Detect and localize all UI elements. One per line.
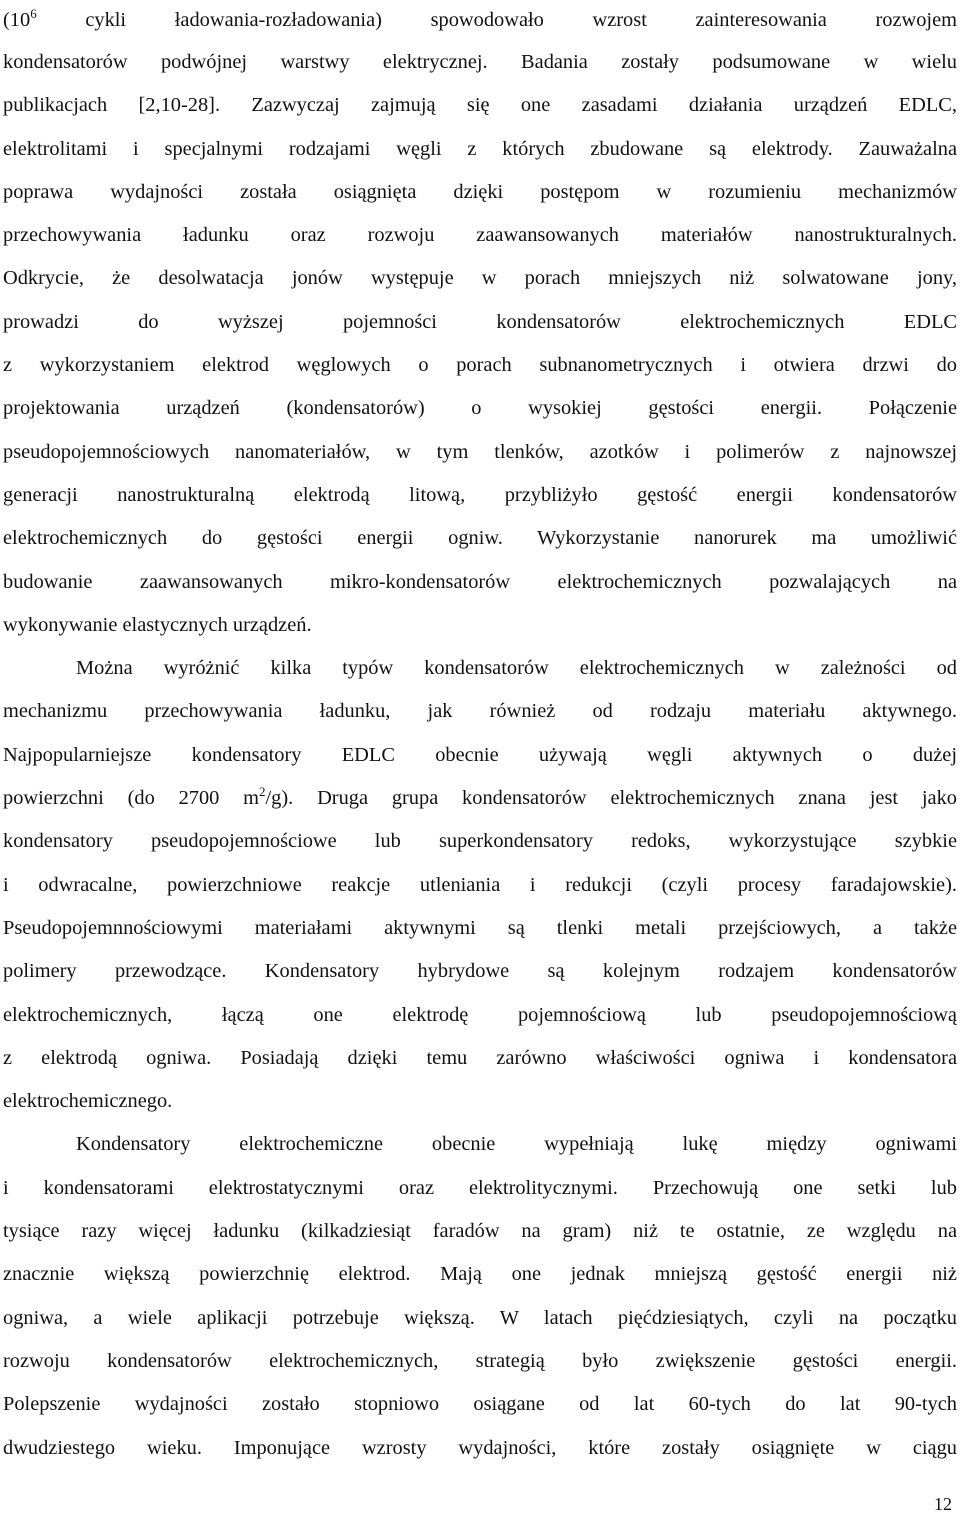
text-line (3, 777, 957, 820)
text-line: Można wyróżnić kilka typów kondensatorów elektrochemicznych w zależności od (76, 657, 957, 680)
text-line: polimery przewodzące. Kondensatory hybrydowe są kolejnym rodzajem kondensatorów (3, 960, 957, 983)
text-line: pseudopojemnościowych nanomateriałów, w tym tlenków, azotków i polimerów z najnowszej (3, 440, 957, 463)
text-line: generacji nanostrukturalną elektrodą litową, przybliżyło gęstość energii kondensatorów (3, 483, 957, 506)
text-line: i odwracalne, powierzchniowe reakcje utleniania i redukcji (czyli procesy faradajowskie). (3, 873, 957, 896)
text-line: elektrochemicznego. (3, 1090, 173, 1113)
text-fragment: powierzchni (do 2700 m (3, 787, 260, 810)
text-line: wykonywanie elastycznych urządzeń. (3, 613, 312, 636)
text-line: rozwoju kondensatorów elektrochemicznych, strategią było zwiększenie gęstości energii. (3, 1349, 957, 1372)
text-line (3, 0, 957, 41)
text-line: elektrochemicznych do gęstości energii ogniw. Wykorzystanie nanorurek ma umożliwić (3, 527, 957, 550)
text-line: przechowywania ładunku oraz rozwoju zaawansowanych materiałów nanostrukturalnych. (3, 224, 957, 247)
text-line: Najpopularniejsze kondensatory EDLC obecnie używają węgli aktywnych o dużej (3, 743, 957, 766)
text-line: Odkrycie, że desolwatacja jonów występuje w porach mniejszych niż solwatowane jony, (3, 267, 957, 290)
text-line: poprawa wydajności została osiągnięta dzięki postępom w rozumieniu mechanizmów (3, 180, 957, 203)
text-line: mechanizmu przechowywania ładunku, jak również od rodzaju materiału aktywnego. (3, 700, 957, 723)
text-line: Pseudopojemnnościowymi materiałami aktywnymi są tlenki metali przejściowych, a także (3, 916, 957, 939)
text-line: budowanie zaawansowanych mikro-kondensatorów elektrochemicznych pozwalających na (3, 570, 957, 593)
body-text (3, 0, 957, 1470)
text-line: i kondensatorami elektrostatycznymi oraz elektrolitycznymi. Przechowują one setki lub (3, 1176, 957, 1199)
text-line: tysiące razy więcej ładunku (kilkadziesiąt faradów na gram) niż te ostatnie, ze względu na (3, 1220, 957, 1243)
text-line: elektrochemicznych, łączą one elektrodę pojemnościową lub pseudopojemnościową (3, 1003, 957, 1026)
text-line: kondensatory pseudopojemnościowe lub superkondensatory redoks, wykorzystujące szybkie (3, 830, 957, 853)
text-line: z elektrodą ogniwa. Posiadają dzięki temu zarówno właściwości ogniwa i kondensatora (3, 1046, 957, 1069)
text-fragment: /g). Druga grupa kondensatorów elektrochemicznych znana jest jako (265, 787, 957, 810)
text-line: elektrolitami i specjalnymi rodzajami węgli z których zbudowane są elektrody. Zauważalna (3, 137, 957, 160)
superscript: 2 (259, 784, 266, 800)
text-line: z wykorzystaniem elektrod węglowych o porach subnanometrycznych i otwiera drzwi do (3, 354, 957, 377)
text-line: znacznie większą powierzchnię elektrod. Mają one jednak mniejszą gęstość energii niż (3, 1263, 957, 1286)
text-line: projektowania urządzeń (kondensatorów) o wysokiej gęstości energii. Połączenie (3, 397, 957, 420)
text-line: Polepszenie wydajności zostało stopniowo osiągane od lat 60-tych do lat 90-tych (3, 1393, 957, 1416)
text-line: kondensatorów podwójnej warstwy elektrycznej. Badania zostały podsumowane w wielu (3, 51, 957, 73)
page-number: 12 (934, 1494, 952, 1514)
text-fragment: (10 (3, 9, 31, 31)
text-line: publikacjach [2,10-28]. Zazwyczaj zajmują się one zasadami działania urządzeń EDLC, (3, 94, 957, 117)
text-line: ogniwa, a wiele aplikacji potrzebuje większą. W latach pięćdziesiątych, czyli na początku (3, 1306, 957, 1329)
text-line: prowadzi do wyższej pojemności kondensatorów elektrochemicznych EDLC (3, 310, 957, 333)
text-fragment: cykli ładowania-rozładowania) spowodowało wzrost zainteresowania rozwojem (36, 9, 957, 31)
text-line: Kondensatory elektrochemiczne obecnie wypełniają lukę między ogniwami (76, 1133, 957, 1156)
text-line: dwudziestego wieku. Imponujące wzrosty wydajności, które zostały osiągnięte w ciągu (3, 1436, 957, 1459)
superscript: 6 (30, 6, 37, 22)
